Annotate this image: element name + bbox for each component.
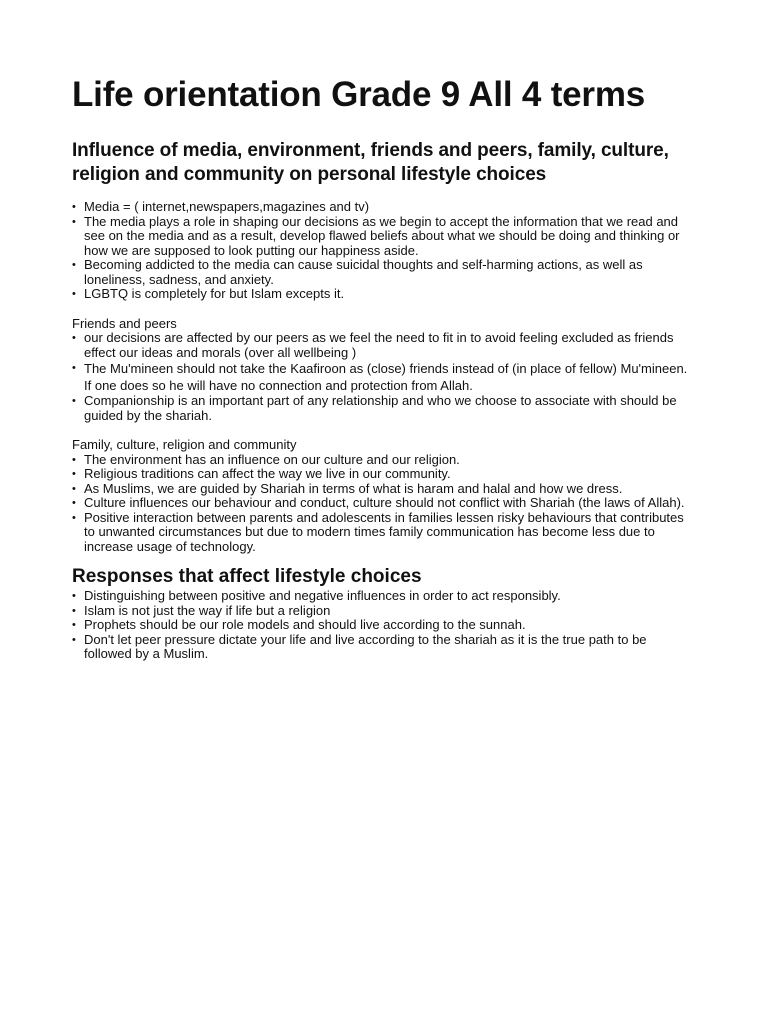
list-item: [72, 604, 696, 619]
list-item: [72, 394, 696, 423]
bullet-glyph: •: [72, 511, 76, 524]
bullet-glyph: •: [72, 453, 76, 466]
responses-bullet-list: [72, 589, 696, 662]
list-item-text: Islam is not just the way if life but a religion: [84, 602, 331, 618]
responses-heading: Responses that affect lifestyle choices: [72, 566, 422, 587]
list-item: [72, 496, 696, 511]
list-item-text: our decisions are affected by our peers as we feel the need to fit in to avoid feeling excluded as friends effect our ideas and morals (over all wellbeing ): [84, 330, 674, 360]
bullet-glyph: •: [72, 468, 76, 480]
family-culture-label: Family, culture, religion and community: [72, 437, 297, 452]
list-item-text: Companionship is an important part of any relationship and who we choose to associate with should be guided by the shariah.: [84, 393, 677, 423]
bullet-glyph: •: [72, 288, 76, 300]
bullet-glyph: •: [72, 590, 76, 602]
friends-bullet-list: [72, 331, 696, 423]
list-item-text: Don't let peer pressure dictate your life and live according to the shariah as it is the true path to be followed by a Muslim.: [84, 631, 647, 661]
list-item-text: The environment has an influence on our culture and our religion.: [84, 451, 460, 467]
list-item-text: Media = ( internet,newspapers,magazines and tv): [84, 199, 370, 214]
bullet-glyph: •: [72, 201, 76, 213]
list-item: [72, 618, 696, 633]
list-item-text: LGBTQ is completely for but Islam excepts it.: [84, 286, 345, 301]
bullet-glyph: •: [72, 362, 76, 374]
media-bullet-list: [72, 200, 696, 302]
bullet-glyph: •: [72, 604, 76, 617]
document-title: Life orientation Grade 9 All 4 terms: [72, 75, 646, 114]
bullet-glyph: •: [72, 259, 76, 271]
list-item: [72, 287, 696, 302]
list-item-text: As Muslims, we are guided by Shariah in terms of what is haram and halal and how we dress.: [84, 480, 623, 496]
bullet-glyph: •: [72, 482, 76, 495]
document-subtitle: Influence of media, environment, friends and peers, family, culture, religion and community on personal lifestyle choices: [72, 140, 669, 185]
list-item-text: The Mu'mineen should not take the Kaafiroon as (close) friends instead of (in place of fellow) Mu'mineen. If one does so he will have no connection and protection from Allah.: [84, 361, 688, 393]
bullet-glyph: •: [72, 497, 76, 509]
list-item: [72, 331, 696, 360]
bullet-glyph: •: [72, 332, 76, 344]
bullet-glyph: •: [72, 395, 76, 407]
list-item: [72, 360, 696, 394]
list-item: [72, 511, 696, 555]
friends-peers-label: Friends and peers: [72, 315, 177, 331]
list-item-text: Culture influences our behaviour and conduct, culture should not conflict with Shariah (the laws of Allah).: [84, 495, 685, 510]
list-item: [72, 200, 696, 215]
list-item: [72, 589, 696, 604]
list-item-text: Religious traditions can affect the way we live in our community.: [84, 466, 451, 481]
document-page: [72, 74, 696, 662]
bullet-glyph: •: [72, 619, 76, 631]
bullet-glyph: •: [72, 633, 76, 646]
list-item: [72, 453, 696, 468]
list-item-text: Prophets should be our role models and should live according to the sunnah.: [84, 617, 526, 632]
list-item-text: Positive interaction between parents and adolescents in families lessen risky behaviours that contributes to unwanted circumstances but due to modern times family communication has become less due to increase usage of technology.: [84, 509, 684, 554]
list-item: [72, 467, 696, 482]
list-item-text: Distinguishing between positive and negative influences in order to act responsibly.: [84, 588, 561, 603]
bullet-glyph: •: [72, 215, 76, 228]
list-item: [72, 258, 696, 287]
list-item: [72, 482, 696, 497]
list-item-text: Becoming addicted to the media can cause suicidal thoughts and self-harming actions, as well as loneliness, sadness, and anxiety.: [84, 257, 643, 287]
family-bullet-list: [72, 453, 696, 555]
list-item: [72, 215, 696, 259]
list-item: [72, 633, 696, 662]
list-item-text: The media plays a role in shaping our decisions as we begin to accept the information that we read and see on the media and as a result, develop flawed beliefs about what we should be doing and thinking or how we are supposed to look putting our happiness aside.: [84, 213, 680, 258]
